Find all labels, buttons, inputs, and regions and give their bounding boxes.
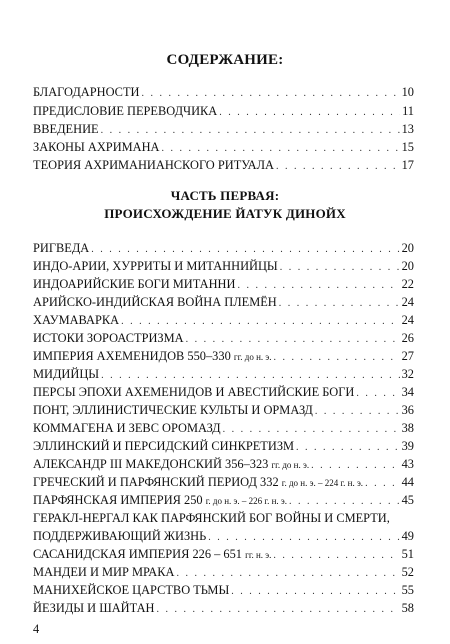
dot-leader [365, 478, 400, 489]
toc-entry-title: ИМПЕРИЯ АХЕМЕНИДОВ 550–330 гг. до н. э. [33, 349, 272, 363]
toc-entry[interactable] [33, 349, 414, 364]
dot-leader [311, 460, 399, 471]
toc-entry-title: МАНДЕИ И МИР МРАКА [33, 565, 175, 579]
toc-entry-page: 13 [401, 122, 414, 136]
toc-entry[interactable] [33, 259, 414, 274]
toc-entry-title: САСАНИДСКАЯ ИМПЕРИЯ 226 – 651 гг. н. э. [33, 547, 272, 561]
toc-entry-page: 32 [401, 367, 414, 381]
toc-entry[interactable] [33, 421, 414, 436]
dot-leader [219, 107, 400, 118]
toc-entry[interactable] [33, 385, 414, 400]
contents-title: СОДЕРЖАНИЕ: [166, 52, 284, 68]
toc-entry-date-note: гг. до н. э. [233, 352, 272, 362]
page-folio: 4 [33, 622, 40, 636]
dot-leader [101, 370, 400, 381]
toc-entry-page: 55 [401, 583, 414, 597]
toc-entry[interactable] [33, 493, 414, 508]
toc-entry-title: ЗАКОНЫ АХРИМАНА [33, 140, 160, 154]
toc-entry-title: ЭЛЛИНСКИЙ И ПЕРСИДСКИЙ СИНКРЕТИЗМ [33, 439, 295, 453]
toc-entry-title: ПЕРСЫ ЭПОХИ АХЕМЕНИДОВ И АВЕСТИЙСКИЕ БОГИ [33, 385, 355, 399]
toc-entry-title: АЛЕКСАНДР III МАКЕДОНСКИЙ 356–323 гг. до н. э. [33, 457, 310, 471]
dot-leader [296, 442, 400, 453]
toc-entry-date-note: гг. н. э. [245, 550, 272, 560]
toc-entry-title: ИСТОКИ ЗОРОАСТРИЗМА [33, 331, 184, 345]
toc-entry-page: 34 [401, 385, 414, 399]
toc-entry[interactable] [33, 565, 414, 580]
toc-entry-title: ВВЕДЕНИЕ [33, 122, 99, 136]
dot-leader [280, 262, 400, 273]
toc-entry-title: ИНДО-АРИИ, ХУРРИТЫ И МИТАННИЙЦЫ [33, 259, 278, 273]
dot-leader [141, 88, 399, 99]
toc-entry-title: ТЕОРИЯ АХРИМАНИАНСКОГО РИТУАЛА [33, 158, 274, 172]
toc-entry[interactable] [33, 313, 414, 328]
toc-entry[interactable] [33, 529, 414, 544]
toc-entry-title: ПРЕДИСЛОВИЕ ПЕРЕВОДЧИКА [33, 104, 218, 118]
toc-entry-title: АРИЙСКО-ИНДИЙСКАЯ ВОЙНА ПЛЕМЁН [33, 295, 277, 309]
toc-entry-page: 17 [401, 158, 414, 172]
toc-entry-page: 45 [401, 493, 414, 507]
toc-entry-title: ПОДДЕРЖИВАЮЩИЙ ЖИЗНЬ [33, 529, 207, 543]
dot-leader [274, 352, 400, 363]
toc-entry-page: 27 [401, 349, 414, 363]
toc-entry[interactable] [33, 547, 414, 562]
toc-entry-page: 43 [401, 457, 414, 471]
dot-leader [162, 143, 400, 154]
toc-entry-page: 39 [401, 439, 414, 453]
toc-entry[interactable] [33, 457, 414, 472]
toc-entry-title-line-1[interactable]: ГЕРАКЛ-НЕРГАЛ КАК ПАРФЯНСКИЙ БОГ ВОЙНЫ И СМЕРТИ, [33, 511, 390, 525]
toc-entry-title: ХАУМАВАРКА [33, 313, 120, 327]
toc-entry-page: 44 [401, 475, 414, 489]
toc-entry-title: ГРЕЧЕСКИЙ И ПАРФЯНСКИЙ ПЕРИОД 332 г. до н. э. – 224 г. н. э. [33, 475, 364, 489]
toc-entry-page: 10 [401, 85, 414, 99]
dot-leader [276, 161, 400, 172]
toc-entry-title: ПАРФЯНСКАЯ ИМПЕРИЯ 250 г. до н. э. – 226 г. н. э. [33, 493, 288, 507]
toc-entry-title: КОММАГЕНА И ЗЕВС ОРОМАЗД [33, 421, 221, 435]
toc-entry[interactable] [33, 331, 414, 346]
dot-leader [231, 586, 399, 597]
toc-entry-title: РИГВЕДА [33, 241, 90, 255]
dot-leader [91, 244, 399, 255]
dot-leader [315, 406, 400, 417]
dot-leader [237, 280, 399, 291]
part-heading-line-1: ЧАСТЬ ПЕРВАЯ: [170, 188, 280, 203]
toc-entry-page: 26 [401, 331, 414, 345]
toc-entry[interactable] [33, 403, 414, 418]
dot-leader [208, 532, 399, 543]
dot-leader [101, 125, 400, 136]
toc-entry-page: 24 [401, 295, 414, 309]
dot-leader [186, 334, 400, 345]
toc-entry-page: 51 [401, 547, 414, 561]
toc-entry-page: 38 [401, 421, 414, 435]
dot-leader [356, 388, 399, 399]
toc-entry-page: 24 [401, 313, 414, 327]
toc-entry-title: МИДИЙЦЫ [33, 367, 100, 381]
toc-entry-page: 36 [401, 403, 414, 417]
toc-entry-page: 58 [401, 601, 414, 615]
dot-leader [289, 496, 400, 507]
toc-entry-title: ПОНТ, ЭЛЛИНИСТИЧЕСКИЕ КУЛЬТЫ И ОРМАЗД [33, 403, 313, 417]
toc-entry-page: 20 [401, 241, 414, 255]
toc-entry[interactable] [33, 158, 414, 173]
toc-entry[interactable] [33, 439, 414, 454]
toc-entry-title: МАНИХЕЙСКОЕ ЦАРСТВО ТЬМЫ [33, 583, 230, 597]
toc-entry-page: 15 [401, 140, 414, 154]
toc-entry[interactable] [33, 475, 414, 490]
toc-entry[interactable] [33, 367, 414, 382]
dot-leader [223, 424, 400, 435]
toc-entry-title: БЛАГОДАРНОСТИ [33, 85, 140, 99]
dot-leader [279, 298, 400, 309]
toc-entry-date-note: г. до н. э. – 226 г. н. э. [205, 496, 288, 506]
dot-leader [176, 568, 399, 579]
toc-entry-page: 22 [401, 277, 414, 291]
toc-entry-date-note: гг. до н. э. [271, 460, 310, 470]
toc-entry-page: 49 [401, 529, 414, 543]
toc-entry[interactable] [33, 601, 414, 616]
toc-entry[interactable] [33, 277, 414, 292]
dot-leader [156, 604, 399, 615]
toc-entry-title: ЙЕЗИДЫ И ШАЙТАН [33, 601, 155, 615]
toc-entry[interactable] [33, 583, 414, 598]
toc-entry-page: 20 [401, 259, 414, 273]
toc-entry[interactable] [33, 140, 414, 155]
toc-entry-page: 11 [402, 104, 414, 118]
toc-entry-title: ИНДОАРИЙСКИЕ БОГИ МИТАННИ [33, 277, 236, 291]
toc-entry[interactable] [33, 104, 414, 119]
dot-leader [273, 550, 399, 561]
dot-leader [121, 316, 400, 327]
toc-entry[interactable] [33, 295, 414, 310]
toc-entry[interactable] [33, 122, 414, 137]
toc-entry[interactable] [33, 85, 414, 100]
part-heading-line-2: ПРОИСХОЖДЕНИЕ ЙАТУК ДИНОЙХ [104, 206, 346, 221]
toc-entry-date-note: г. до н. э. – 224 г. н. э. [281, 478, 364, 488]
toc-entry-page: 52 [401, 565, 414, 579]
toc-entry[interactable] [33, 241, 414, 256]
